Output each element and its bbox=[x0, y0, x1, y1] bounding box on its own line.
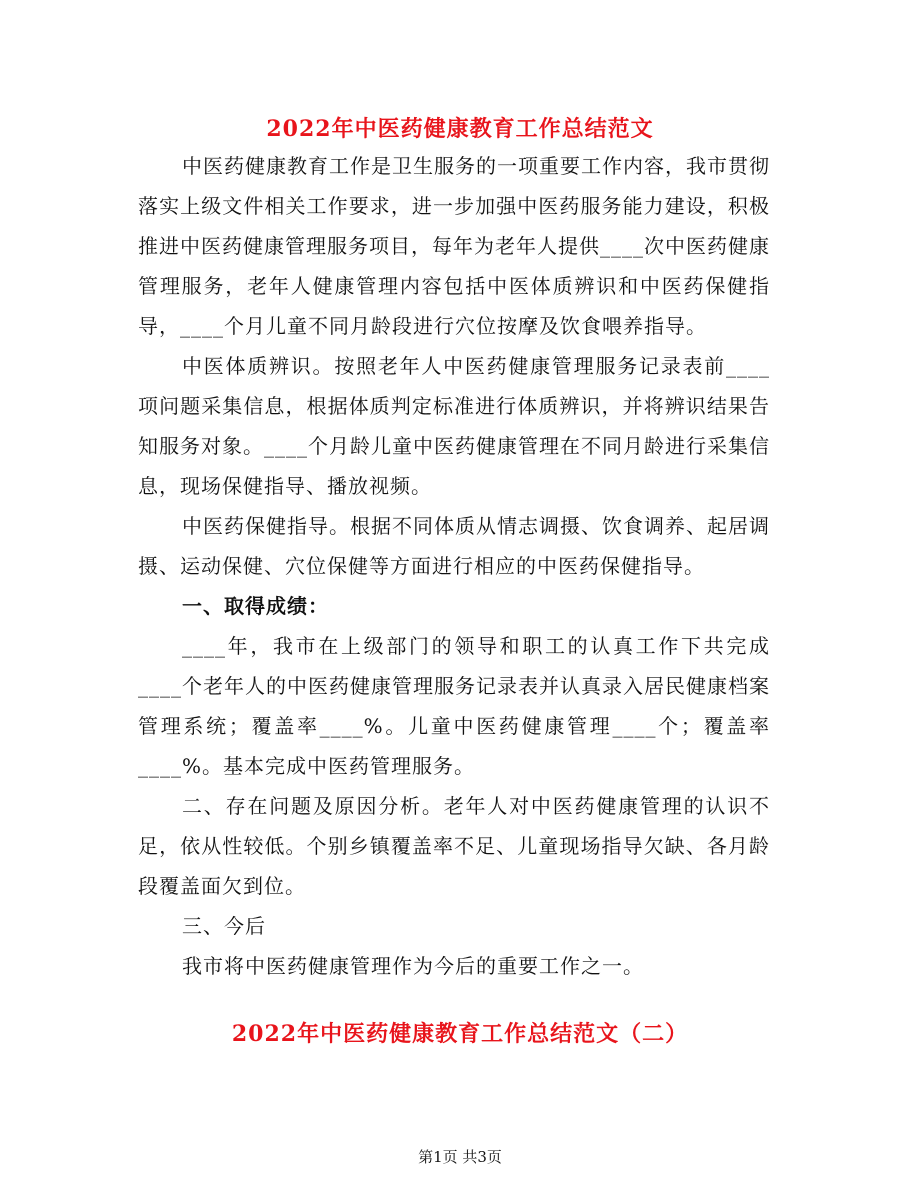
paragraph-achievements: ____年，我市在上级部门的领导和职工的认真工作下共完成____个老年人的中医药健康管理服务记录表并认真录入居民健康档案管理系统；覆盖率____%。儿童中医药健康管理____个；覆盖率____%。基本完成中医药管理服务。 bbox=[138, 634, 770, 778]
paragraph-guidance: 中医药保健指导。根据不同体质从情志调摄、饮食调养、起居调摄、运动保健、穴位保健等方面进行相应的中医药保健指导。 bbox=[138, 514, 770, 578]
paragraph-future: 我市将中医药健康管理作为今后的重要工作之一。 bbox=[182, 954, 644, 978]
heading-achievements: 一、取得成绩： bbox=[182, 594, 329, 618]
document-body bbox=[138, 146, 770, 986]
paragraph-constitution: 中医体质辨识。按照老年人中医药健康管理服务记录表前____项问题采集信息，根据体质判定标准进行体质辨识，并将辨识结果告知服务对象。____个月龄儿童中医药健康管理在不同月龄进行采集信息，现场保健指导、播放视频。 bbox=[138, 354, 770, 498]
second-document-title: 2022年中医药健康教育工作总结范文（二） bbox=[231, 1021, 689, 1047]
heading-future: 三、今后 bbox=[182, 914, 266, 938]
page-number: 第1页 共3页 bbox=[418, 1148, 502, 1166]
document-title: 2022年中医药健康教育工作总结范文 bbox=[266, 116, 654, 142]
paragraph-intro: 中医药健康教育工作是卫生服务的一项重要工作内容，我市贯彻落实上级文件相关工作要求，进一步加强中医药服务能力建设，积极推进中医药健康管理服务项目，每年为老年人提供____次中医药健康管理服务，老年人健康管理内容包括中医体质辨识和中医药保健指导，____个月儿童不同月龄段进行穴位按摩及饮食喂养指导。 bbox=[138, 154, 770, 338]
paragraph-problems: 二、存在问题及原因分析。老年人对中医药健康管理的认识不足，依从性较低。个别乡镇覆盖率不足、儿童现场指导欠缺、各月龄段覆盖面欠到位。 bbox=[138, 794, 770, 898]
